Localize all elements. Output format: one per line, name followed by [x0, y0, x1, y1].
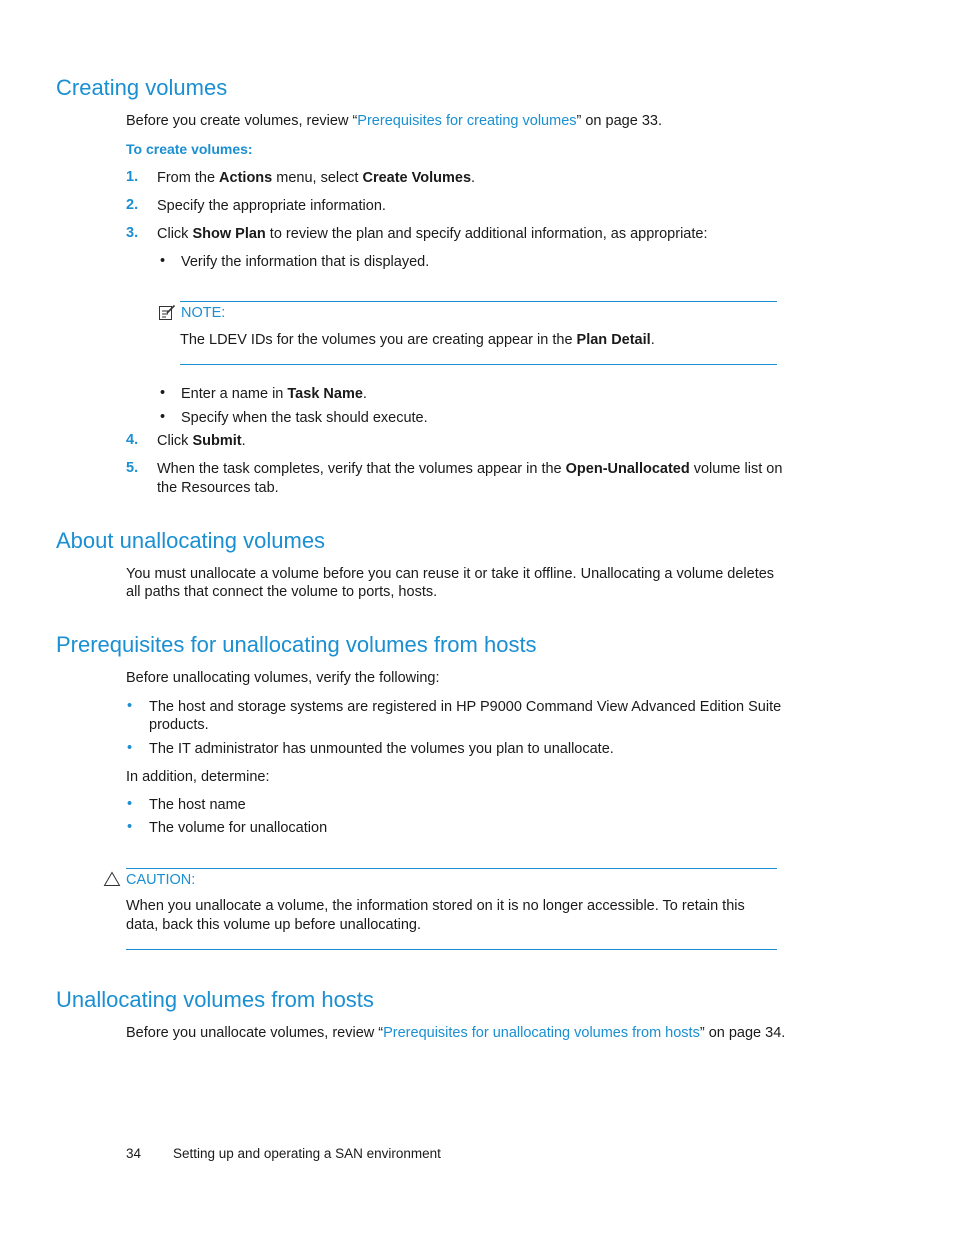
prereq-bullet-2: The IT administrator has unmounted the volumes you plan to unallocate. [149, 741, 614, 757]
bullet-icon: • [127, 698, 133, 714]
caution-bottom-rule [126, 949, 777, 950]
creating-intro [126, 112, 662, 131]
step-2-text: Specify the appropriate information. [157, 198, 386, 214]
bullet-icon: • [127, 819, 133, 835]
step-number: 3. [126, 225, 139, 241]
prereq-addition: In addition, determine: [126, 769, 270, 785]
ui-term: Actions [219, 170, 273, 186]
ui-term: Create Volumes [362, 170, 472, 186]
bullet-icon: • [160, 385, 166, 401]
prereq-bullet-1-line2: products. [149, 717, 209, 733]
bullet-icon: • [127, 740, 133, 756]
note-icon [158, 304, 176, 321]
about-text-line2: all paths that connect the volume to ports, hosts. [126, 584, 438, 600]
step-text: volume list on [689, 461, 783, 477]
ui-term: Show Plan [192, 226, 266, 242]
section-title-creating-volumes: Creating volumes [56, 75, 228, 100]
section-title-unallocating-from-hosts: Unallocating volumes from hosts [56, 987, 374, 1012]
link-prerequisites-unallocating[interactable]: Prerequisites for unallocating volumes from hosts [383, 1025, 700, 1041]
step-3-bullet-1: Verify the information that is displayed. [181, 254, 430, 270]
bullet-icon: • [160, 253, 166, 269]
page-number: 34 [126, 1146, 142, 1161]
step-text: . [471, 170, 476, 186]
step-text: menu, select [272, 170, 363, 186]
step-number: 4. [126, 432, 139, 448]
note-bottom-rule [180, 364, 777, 365]
footer-chapter-title: Setting up and operating a SAN environment [173, 1146, 441, 1161]
step-number: 1. [126, 169, 139, 185]
bullet-text: . [362, 386, 367, 402]
step-1-text [157, 169, 475, 188]
caution-triangle-icon [103, 871, 121, 887]
step-text: From the [157, 170, 220, 186]
step-text: Click [157, 433, 193, 449]
ui-term: Task Name [287, 386, 363, 402]
note-body: The LDEV IDs for the volumes you are creating appear in the [180, 332, 577, 348]
link-prerequisites-creating-volumes[interactable]: Prerequisites for creating volumes [357, 113, 577, 129]
unalloc-intro-text: Before you unallocate volumes, review “ [126, 1025, 384, 1041]
creating-intro-suffix: ” on page 33. [576, 113, 662, 129]
step-number: 2. [126, 197, 139, 213]
section-title-about-unallocating: About unallocating volumes [56, 528, 326, 553]
ui-term: Plan Detail [576, 332, 651, 348]
bullet-icon: • [127, 796, 133, 812]
caution-text-line2: data, back this volume up before unallocating. [126, 917, 422, 933]
ui-term: Open-Unallocated [565, 461, 690, 477]
prereq-bullet-3: The host name [149, 797, 246, 813]
unalloc-intro [126, 1024, 785, 1043]
step-text: Click [157, 226, 193, 242]
prereq-bullet-4: The volume for unallocation [149, 820, 328, 836]
caution-label: CAUTION: [126, 872, 196, 888]
step-4-text [157, 432, 246, 451]
step-5-text-line2: the Resources tab. [157, 480, 279, 496]
about-text-line1: You must unallocate a volume before you can reuse it or take it offline. Unallocating a volume deletes [126, 566, 775, 582]
bullet-icon: • [160, 409, 166, 425]
note-body: . [650, 332, 655, 348]
note-label: NOTE: [181, 305, 226, 321]
step-3-text [157, 225, 708, 244]
step-text: When the task completes, verify that the volumes appear in the [157, 461, 566, 477]
step-text: to review the plan and specify additional information, as appropriate: [265, 226, 708, 242]
note-top-rule [180, 301, 777, 302]
step-3-bullet-3: Specify when the task should execute. [181, 410, 428, 426]
step-3-bullet-2 [181, 385, 367, 404]
procedure-title: To create volumes: [126, 141, 253, 157]
step-text: . [241, 433, 246, 449]
step-number: 5. [126, 460, 139, 476]
prereq-bullet-1-line1: The host and storage systems are registered in HP P9000 Command View Advanced Edition Suite [149, 699, 782, 715]
caution-text-line1: When you unallocate a volume, the information stored on it is no longer accessible. To retain this [126, 898, 745, 914]
section-title-prerequisites: Prerequisites for unallocating volumes from hosts [56, 632, 537, 657]
prereq-intro: Before unallocating volumes, verify the following: [126, 670, 440, 686]
step-5-text [157, 460, 782, 479]
bullet-text: Enter a name in [181, 386, 288, 402]
unalloc-intro-suffix: ” on page 34. [699, 1025, 786, 1041]
caution-top-rule [126, 868, 777, 869]
ui-term: Submit [192, 433, 242, 449]
note-text [180, 331, 655, 350]
creating-intro-text: Before you create volumes, review “ [126, 113, 358, 129]
